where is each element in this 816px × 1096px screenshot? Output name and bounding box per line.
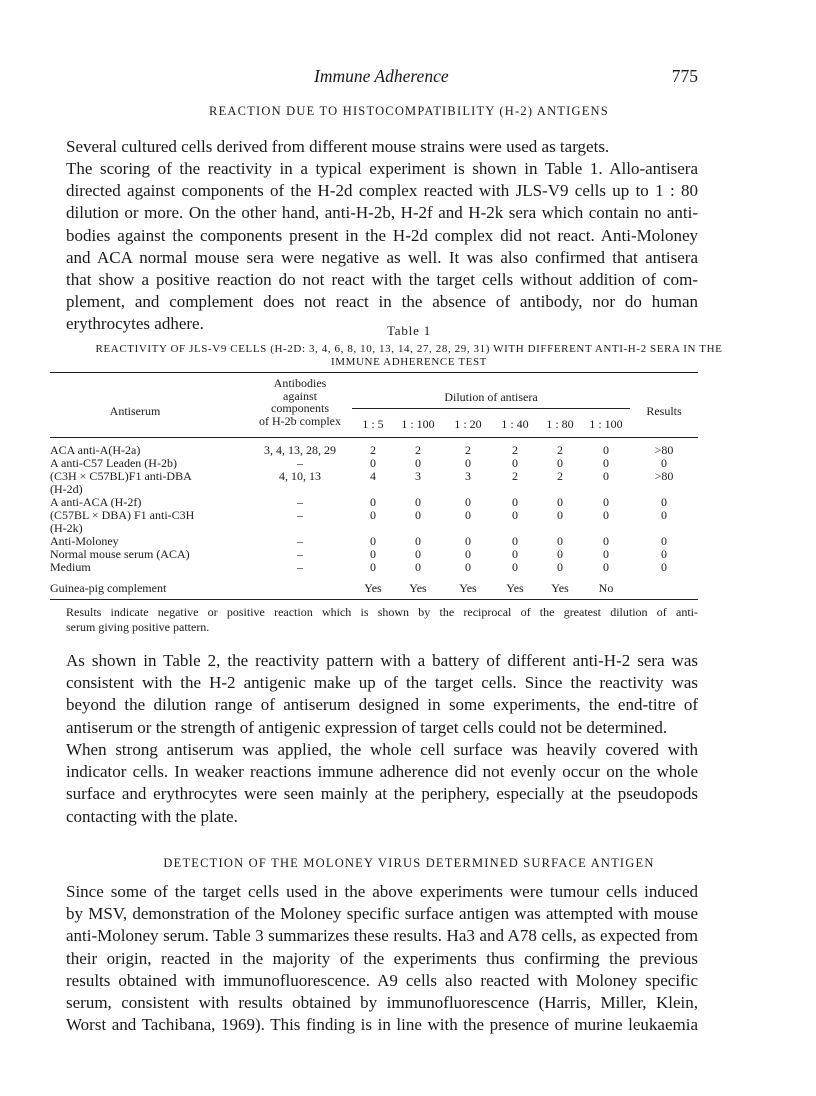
- paragraph-line: Since some of the target cells used in the above experiments were tumour cells induced: [66, 882, 698, 901]
- row-value: 0: [512, 508, 518, 522]
- row-value: 0: [603, 534, 609, 548]
- row-label: (C57BL × DBA) F1 anti-C3H: [50, 508, 195, 522]
- row-result: >80: [654, 443, 674, 457]
- complement-value: No: [598, 581, 614, 595]
- row-value: 0: [557, 508, 563, 522]
- complement-value: Yes: [459, 581, 477, 595]
- row-value: 0: [512, 456, 518, 470]
- row-result: 0: [661, 534, 667, 548]
- row-value: 0: [512, 560, 518, 574]
- paragraph-line: dilution or more. On the other hand, anti-H-2b, H-2f and H-2k sera which contain no anti-: [66, 203, 698, 223]
- table-note-line: serum giving positive pattern.: [66, 619, 210, 634]
- page-number: 775: [671, 66, 698, 86]
- row-value: 0: [415, 547, 421, 561]
- row-result: 0: [661, 547, 667, 561]
- paragraph-line: serum, consistent with results obtained by immunofluorescence (Harris, Miller, Klein,: [66, 993, 698, 1013]
- paragraph-line: contacting with the plate.: [66, 806, 238, 826]
- paragraph-line: bodies against the components present in the H-2d complex did not react. Anti-Moloney: [66, 225, 698, 245]
- dilution-col-5: 1 : 80: [546, 417, 574, 431]
- paragraph-line: directed against components of the H-2d complex reacted with JLS-V9 cells up to 1 : 80: [66, 181, 698, 201]
- paragraph-line: their origin, reacted in the majority of the experiments thus confirming the previous: [66, 948, 698, 968]
- paragraph-line: The scoring of the reactivity in a typical experiment is shown in Table 1. Allo-antisera: [66, 159, 698, 178]
- row-value: 0: [465, 560, 471, 574]
- row-label: A anti-ACA (H-2f): [50, 495, 142, 509]
- row-value: 0: [465, 547, 471, 561]
- complement-label: Guinea-pig complement: [50, 581, 167, 595]
- row-value: 2: [557, 469, 563, 483]
- row-label: Medium: [50, 560, 91, 574]
- complement-value: Yes: [506, 581, 524, 595]
- row-value: 3: [465, 469, 471, 483]
- row-value: 0: [415, 534, 421, 548]
- paragraph-1-line: Several cultured cells derived from different mouse strains were used as targets.: [66, 137, 610, 156]
- row-antibodies: –: [297, 547, 303, 561]
- row-result: 0: [661, 560, 667, 574]
- paragraph-5: [66, 881, 698, 1036]
- row-value: 4: [370, 469, 376, 483]
- row-value: 2: [465, 443, 471, 457]
- row-value: 0: [370, 560, 376, 574]
- complement-value: Yes: [409, 581, 427, 595]
- paragraph-line: As shown in Table 2, the reactivity pattern with a battery of different anti-H-2 sera was: [66, 651, 698, 670]
- paragraph-line: antiserum or the strength of antigenic expression of target cells could not be determined.: [66, 717, 668, 737]
- row-value: 0: [465, 508, 471, 522]
- row-value: 0: [415, 495, 421, 509]
- row-antibodies: –: [297, 560, 303, 574]
- table-caption-line-1: REACTIVITY OF JLS-V9 CELLS (H-2D: 3, 4, 6, 8, 10, 13, 14, 27, 28, 29, 31) WITH DIFFERENT ANTI-H-2 SERA IN THE: [95, 343, 723, 355]
- paragraph-4: [66, 739, 698, 828]
- dilution-col-6: 1 : 100: [589, 417, 623, 431]
- row-value: 2: [512, 443, 518, 457]
- row-value: 0: [370, 534, 376, 548]
- row-value: 0: [557, 547, 563, 561]
- paragraph-line: and ACA normal mouse sera were negative as well. It was also confirmed that antisera: [66, 247, 698, 267]
- row-label: (C3H × C57BL)F1 anti-DBA: [50, 469, 192, 483]
- row-antibodies: 4, 10, 13: [279, 469, 321, 483]
- table-label: Table 1: [386, 323, 432, 338]
- row-value: 0: [603, 443, 609, 457]
- row-value: 0: [557, 456, 563, 470]
- row-value: 0: [415, 560, 421, 574]
- row-value: 0: [370, 547, 376, 561]
- table-note: [66, 605, 698, 634]
- row-value: 0: [370, 508, 376, 522]
- header-antibodies-line: Antibodies: [273, 376, 327, 390]
- row-value: 0: [415, 508, 421, 522]
- row-antibodies: 3, 4, 13, 28, 29: [264, 443, 336, 457]
- dilution-rule: [352, 408, 630, 409]
- row-label: Anti-Moloney: [50, 534, 119, 548]
- row-value: 2: [557, 443, 563, 457]
- header-antibodies: [246, 377, 354, 427]
- paragraph-line: Worst and Tachibana, 1969). This finding is in line with the presence of murine leukaemia: [66, 1015, 698, 1035]
- row-result: 0: [661, 456, 667, 470]
- row-value: 0: [557, 495, 563, 509]
- paragraph-line: erythrocytes adhere.: [66, 314, 204, 334]
- row-antibodies: –: [297, 508, 303, 522]
- row-antibodies: –: [297, 456, 303, 470]
- row-value: 0: [415, 456, 421, 470]
- complement-value: Yes: [364, 581, 382, 595]
- row-value: 0: [603, 508, 609, 522]
- row-antibodies: –: [297, 495, 303, 509]
- table-note-line: Results indicate negative or positive reaction which is shown by the reciprocal of the greatest dilution of anti-: [66, 605, 698, 619]
- row-value: 0: [512, 547, 518, 561]
- row-value: 0: [465, 534, 471, 548]
- dilution-col-2: 1 : 100: [401, 417, 435, 431]
- header-antibodies-line: against: [283, 388, 317, 403]
- table-top-rule: [50, 372, 698, 373]
- row-value: 3: [415, 469, 421, 483]
- row-value: 0: [465, 495, 471, 509]
- row-value: 2: [512, 469, 518, 483]
- row-value: 0: [370, 495, 376, 509]
- row-result: >80: [654, 469, 674, 483]
- paragraph-line: surface and erythrocytes were seen mainly at the periphery, especially at the pseudopods: [66, 784, 698, 804]
- row-value: 2: [370, 443, 376, 457]
- complement-value: Yes: [551, 581, 569, 595]
- paragraph-2: [66, 158, 698, 336]
- row-antibodies: –: [297, 534, 303, 548]
- row-value: 2: [415, 443, 421, 457]
- section-heading-moloney: DETECTION OF THE MOLONEY VIRUS DETERMINED SURFACE ANTIGEN: [163, 856, 655, 870]
- row-value: 0: [557, 534, 563, 548]
- row-label: A anti-C57 Leaden (H-2b): [50, 456, 177, 470]
- paragraph-3: [66, 650, 698, 739]
- row-value: 0: [512, 495, 518, 509]
- row-value: 0: [557, 560, 563, 574]
- header-results: Results: [646, 404, 682, 418]
- row-label: ACA anti-A(H-2a): [50, 443, 141, 457]
- paragraph-line: beyond the dilution range of antiserum designed in some experiments, the end-titre of: [66, 695, 698, 715]
- row-value: 0: [370, 456, 376, 470]
- row-label: Normal mouse serum (ACA): [50, 547, 190, 561]
- row-result: 0: [661, 508, 667, 522]
- header-antibodies-line: components: [271, 401, 329, 415]
- table-caption-line-2: IMMUNE ADHERENCE TEST: [330, 356, 487, 368]
- row-value: 0: [512, 534, 518, 548]
- dilution-col-4: 1 : 40: [501, 417, 529, 431]
- paragraph-line: plement, and complement does not react in the absence of antibody, nor do human: [66, 292, 698, 312]
- table-header-rule: [50, 437, 698, 438]
- row-label: (H-2d): [50, 481, 83, 496]
- header-dilution: Dilution of antisera: [444, 390, 538, 404]
- paragraph-line: indicator cells. In weaker reactions immune adherence did not evenly occur on the whole: [66, 762, 698, 782]
- row-value: 0: [603, 456, 609, 470]
- row-result: 0: [661, 495, 667, 509]
- row-value: 0: [603, 560, 609, 574]
- section-heading-histocompatibility: REACTION DUE TO HISTOCOMPATIBILITY (H-2) ANTIGENS: [209, 104, 609, 118]
- paragraph-line: results obtained with immunofluorescence. A9 cells also reacted with Moloney specific: [66, 970, 698, 990]
- header-antiserum: Antiserum: [109, 404, 161, 418]
- paragraph-line: consistent with the H-2 antigenic make up of the target cells. Since the reactivity was: [66, 673, 698, 693]
- paragraph-line: When strong antiserum was applied, the whole cell surface was heavily covered with: [66, 740, 698, 759]
- row-value: 0: [603, 547, 609, 561]
- dilution-col-3: 1 : 20: [454, 417, 482, 431]
- paragraph-line: anti-Moloney serum. Table 3 summarizes these results. Ha3 and A78 cells, as expected from: [66, 926, 698, 946]
- paragraph-1: [66, 136, 698, 158]
- row-label: (H-2k): [50, 520, 83, 535]
- row-value: 0: [603, 469, 609, 483]
- table-bottom-rule: [50, 599, 698, 600]
- paragraph-line: by MSV, demonstration of the Moloney specific surface antigen was attempted with mouse: [66, 904, 698, 924]
- row-value: 0: [603, 495, 609, 509]
- dilution-col-1: 1 : 5: [362, 417, 384, 431]
- row-value: 0: [465, 456, 471, 470]
- running-head-title: Immune Adherence: [314, 66, 449, 86]
- paragraph-line: that show a positive reaction do not react with the target cells without addition of com-: [66, 270, 698, 290]
- header-antibodies-line: of H-2b complex: [259, 413, 341, 428]
